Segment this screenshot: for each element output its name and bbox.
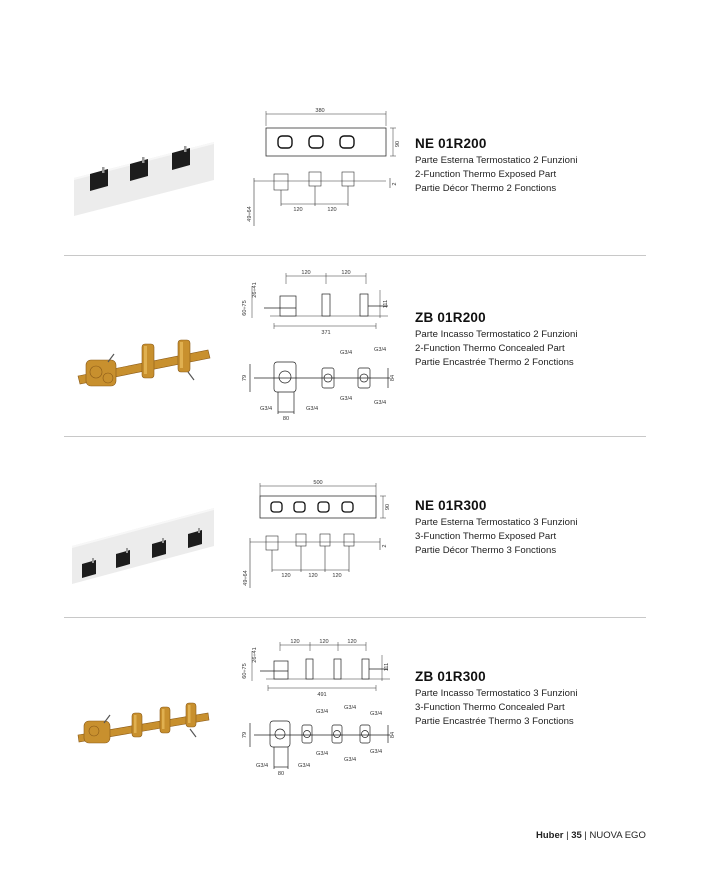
dim-spacing-3: 120: [332, 573, 342, 579]
product-ne-01r200: [64, 100, 646, 280]
dim-width: 371: [321, 330, 331, 336]
footer-separator: |: [584, 830, 587, 841]
dim-height: 90: [385, 503, 391, 511]
description-it: Parte Esterna Termostatico 2 Funzioni: [415, 155, 578, 166]
dim-right: 84: [390, 731, 396, 739]
description-it: Parte Incasso Termostatico 3 Funzioni: [415, 688, 578, 699]
description-it: Parte Incasso Termostatico 2 Funzioni: [415, 329, 578, 340]
dim-thread-8: G3/4: [298, 763, 311, 769]
description-it: Parte Esterna Termostatico 3 Funzioni: [415, 517, 578, 528]
description-en: 2-Function Thermo Exposed Part: [415, 169, 557, 180]
dim-offset: 80: [282, 416, 290, 422]
description-fr: Partie Encastrée Thermo 3 Fonctions: [415, 716, 574, 727]
product-code: NE 01R300: [415, 498, 487, 513]
footer-collection: NUOVA EGO: [589, 830, 646, 841]
dim-thread-2: G3/4: [374, 347, 387, 353]
dim-thread-3: G3/4: [370, 711, 383, 717]
dim-right: 84: [390, 374, 396, 382]
product-photo-exposed-2: [68, 138, 218, 218]
dim-depth-a: 26÷41: [252, 282, 258, 298]
dim-thread-7: G3/4: [256, 763, 269, 769]
product-info: [415, 310, 577, 370]
section-divider: [64, 617, 646, 618]
dim-depth: 49÷64: [243, 570, 249, 586]
product-code: ZB 01R300: [415, 669, 486, 684]
section-divider: [64, 255, 646, 256]
product-photo-concealed-3: [68, 695, 218, 765]
page-number: 35: [571, 830, 582, 841]
dim-thread-6: G3/4: [370, 749, 383, 755]
description-fr: Partie Encastrée Thermo 2 Fonctions: [415, 357, 574, 368]
description-fr: Partie Décor Thermo 2 Fonctions: [415, 183, 557, 194]
dim-thread-1: G3/4: [316, 709, 329, 715]
dim-side: 79: [242, 731, 248, 739]
dim-offset: 80: [277, 771, 285, 777]
dim-spacing-2: 120: [327, 207, 337, 213]
page-footer: [536, 830, 646, 841]
footer-separator: |: [566, 830, 569, 841]
dim-spacing-3: 120: [347, 639, 357, 645]
dim-gap: 2: [382, 544, 388, 548]
dim-depth-b: 60÷75: [242, 300, 248, 316]
product-info: [415, 136, 577, 196]
dim-depth: 49÷64: [247, 206, 253, 222]
dim-height: 111: [383, 299, 389, 309]
product-ne-01r300: [64, 462, 646, 642]
dim-spacing-1: 120: [293, 207, 303, 213]
dim-side: 79: [242, 374, 248, 382]
dim-depth-a: 26÷41: [252, 647, 258, 663]
dim-spacing-1: 120: [281, 573, 291, 579]
dim-spacing-1: 120: [301, 270, 311, 276]
product-zb-01r200: [64, 262, 646, 442]
dim-height: 111: [384, 662, 390, 672]
dim-gap: 2: [392, 182, 398, 186]
dim-thread-3: G3/4: [340, 396, 353, 402]
product-code: ZB 01R200: [415, 310, 486, 325]
dim-height: 90: [395, 140, 401, 148]
description-fr: Partie Décor Thermo 3 Fonctions: [415, 545, 557, 556]
section-divider: [64, 436, 646, 437]
dim-width: 500: [313, 480, 323, 486]
product-code: NE 01R200: [415, 136, 487, 151]
dim-thread-5: G3/4: [344, 757, 357, 763]
product-photo-exposed-3: [68, 498, 218, 588]
dim-depth-b: 60÷75: [242, 663, 248, 679]
technical-drawing-ne-01r200: [240, 108, 400, 233]
description-en: 3-Function Thermo Concealed Part: [415, 702, 565, 713]
product-info: [415, 498, 577, 558]
dim-thread-5: G3/4: [260, 406, 273, 412]
dim-spacing-1: 120: [290, 639, 300, 645]
description-en: 3-Function Thermo Exposed Part: [415, 531, 557, 542]
dim-thread-1: G3/4: [340, 350, 353, 356]
footer-brand: Huber: [536, 830, 564, 841]
technical-drawing-zb-01r300: [240, 637, 400, 787]
technical-drawing-zb-01r200: [240, 268, 400, 428]
dim-thread-4: G3/4: [374, 400, 387, 406]
dim-spacing-2: 120: [308, 573, 318, 579]
dim-spacing-2: 120: [319, 639, 329, 645]
product-zb-01r300: [64, 633, 646, 813]
dim-thread-4: G3/4: [316, 751, 329, 757]
dim-thread-2: G3/4: [344, 705, 357, 711]
technical-drawing-ne-01r300: [240, 480, 400, 605]
dim-width: 491: [317, 692, 327, 698]
product-photo-concealed-2: [68, 332, 218, 402]
product-info: [415, 669, 577, 729]
description-en: 2-Function Thermo Concealed Part: [415, 343, 565, 354]
dim-width: 380: [315, 108, 325, 114]
dim-thread-6: G3/4: [306, 406, 319, 412]
dim-spacing-2: 120: [341, 270, 351, 276]
